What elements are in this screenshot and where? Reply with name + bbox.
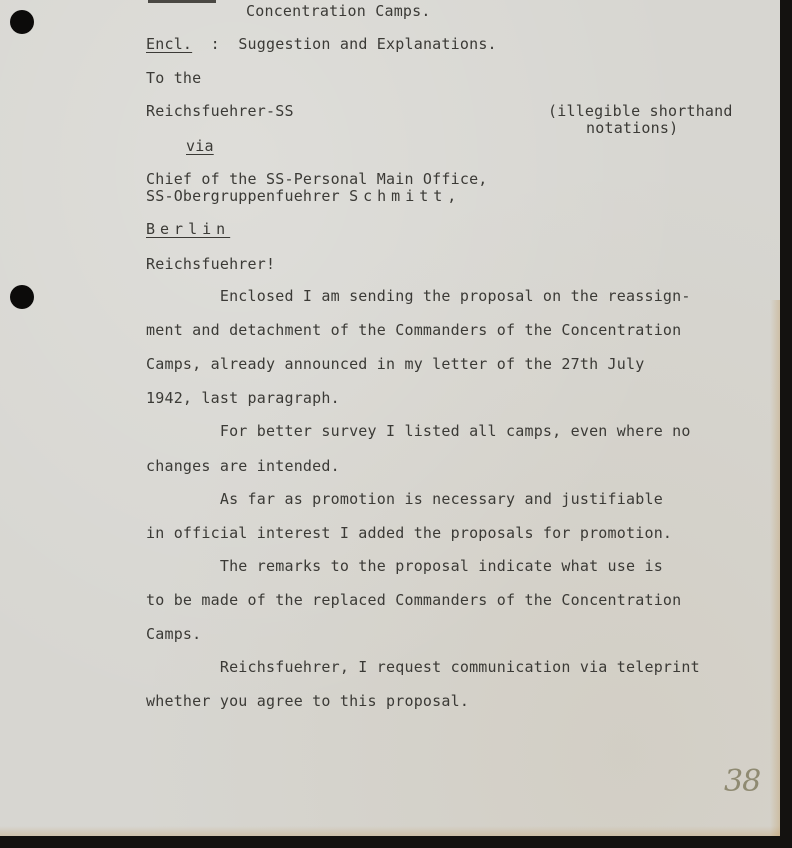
via-office-line: Chief of the SS-Personal Main Office, [146,170,488,188]
header-underline-mark [148,0,216,3]
body-line: Camps. [146,625,202,643]
city-line: Berlin [146,220,231,238]
via-rank: SS-Obergruppenfuehrer [146,187,340,205]
body-line: Enclosed I am sending the proposal on the reassign- [146,287,691,305]
handwritten-page-number: 38 [724,764,761,799]
body-line: to be made of the replaced Commanders of the Concentration [146,591,682,609]
scan-border-bottom [0,836,792,848]
subject-line-tail: Concentration Camps. [246,2,431,20]
body-line: changes are intended. [146,457,340,475]
enclosure-line [146,35,497,53]
paper-stain-right [770,300,780,836]
body-line: For better survey I listed all camps, even where no [146,422,691,440]
punch-hole-top [10,10,34,34]
shorthand-notation-line-1: (illegible shorthand [548,102,733,120]
body-line: ment and detachment of the Commanders of the Concentration [146,321,682,339]
paper-stain-bottom [0,826,780,836]
to-the-line: To the [146,69,202,87]
shorthand-notation-line-2: notations) [586,119,679,137]
body-line: 1942, last paragraph. [146,389,340,407]
salutation: Reichsfuehrer! [146,255,276,273]
body-line: The remarks to the proposal indicate what use is [146,557,663,575]
punch-hole-middle [10,285,34,309]
body-line: Camps, already announced in my letter of the 27th July [146,355,645,373]
via-rank-line [146,187,461,205]
enclosure-text: Suggestion and Explanations. [238,35,497,53]
body-line: whether you agree to this proposal. [146,692,470,710]
via-line: via [186,137,214,155]
via-name: Schmitt, [349,187,462,205]
scan-border-right [780,0,792,848]
body-line: As far as promotion is necessary and justifiable [146,490,663,508]
body-line: in official interest I added the proposals for promotion. [146,524,673,542]
recipient-line: Reichsfuehrer-SS [146,102,294,120]
enclosure-label: Encl. [146,35,193,53]
body-line: Reichsfuehrer, I request communication via teleprint [146,658,700,676]
enclosure-separator: : [210,35,220,53]
